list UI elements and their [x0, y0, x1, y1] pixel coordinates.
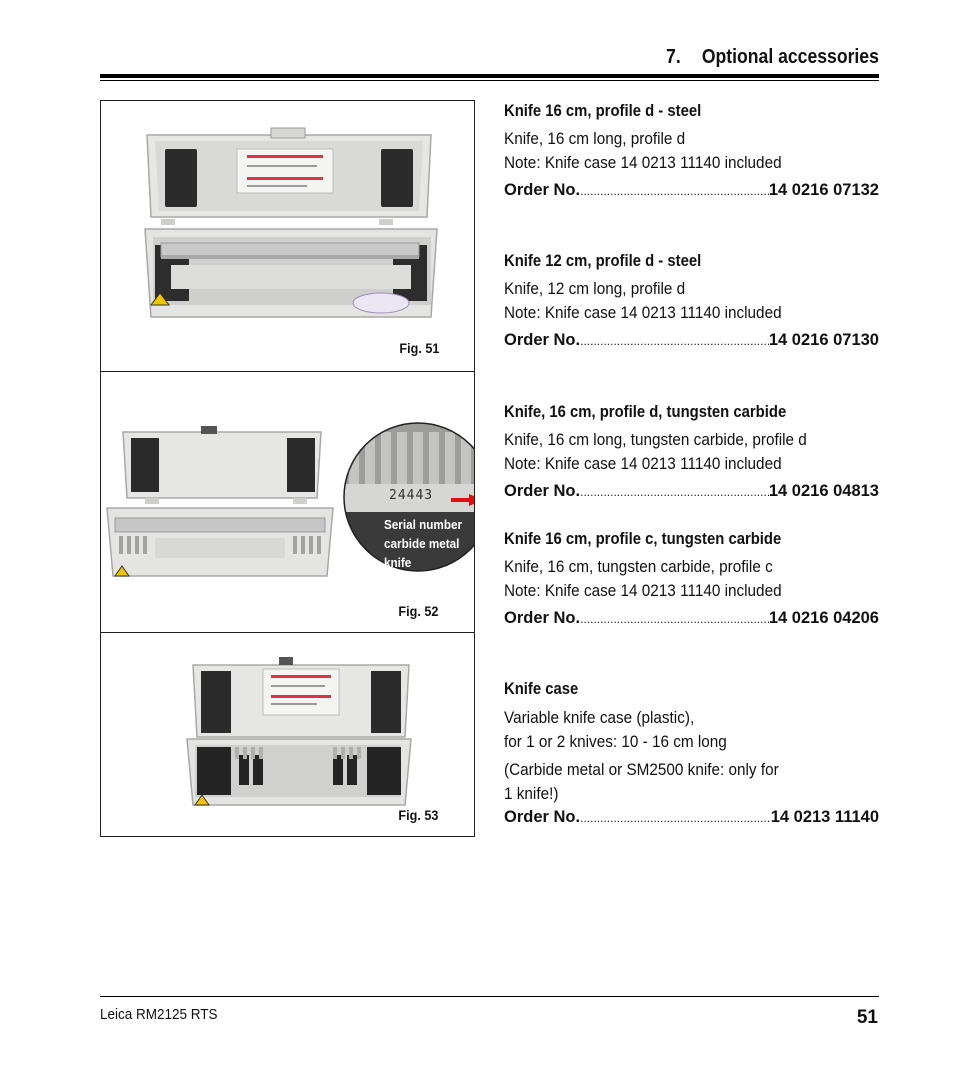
entry-title: Knife 16 cm, profile d - steel [504, 102, 702, 120]
order-label: Order No. [504, 482, 581, 500]
order-number-row [504, 329, 879, 352]
section-title: Optional accessories [701, 46, 879, 68]
leader-dots [580, 807, 771, 829]
figure-52-box [100, 371, 475, 633]
leader-dots [580, 180, 769, 202]
entry-title: Knife, 16 cm, profile d, tungsten carbide [504, 403, 787, 421]
leader-dots [580, 608, 769, 630]
entry-description-line: Knife, 12 cm long, profile d [504, 279, 686, 298]
callout-line: knife [384, 555, 412, 570]
knife-case-empty-image [183, 655, 413, 807]
figure-caption: Fig. 51 [399, 340, 439, 356]
accessory-entry-knife-16cm-profile-d-carbide [504, 402, 880, 503]
leader-dots [580, 481, 769, 503]
serial-number-readout: 24443 [389, 488, 434, 503]
order-number: 14 0216 04206 [768, 609, 879, 627]
knife-case-carbide-image [105, 426, 335, 586]
callout-line: Serial number [384, 517, 463, 532]
accessory-entry-knife-16cm-profile-c-carbide [504, 529, 880, 630]
accessory-entry-knife-case [504, 679, 880, 829]
footer-product-name: Leica RM2125 RTS [100, 1006, 218, 1023]
entry-title: Knife case [504, 680, 579, 698]
knife-case-open-image [141, 125, 441, 325]
order-label: Order No. [504, 609, 581, 627]
order-number-row [504, 806, 879, 829]
entry-description-line: Knife, 16 cm long, tungsten carbide, profile d [504, 430, 807, 449]
entry-description-line: Note: Knife case 14 0213 11140 included [504, 153, 782, 172]
figure-51-box [100, 100, 475, 372]
section-heading [666, 46, 879, 69]
entry-description-line: Note: Knife case 14 0213 11140 included [504, 454, 782, 473]
footer-rule [100, 996, 879, 997]
accessory-entry-knife-16cm-steel [504, 101, 880, 202]
order-number-row [504, 480, 879, 503]
header-rule-thick [100, 74, 879, 78]
callout-line: carbide metal [384, 536, 460, 551]
accessory-entry-knife-12cm-steel [504, 251, 880, 352]
entry-description-line: (Carbide metal or SM2500 knife: only for [504, 760, 779, 779]
entry-description-line: for 1 or 2 knives: 10 - 16 cm long [504, 732, 727, 751]
order-number-row [504, 607, 879, 630]
section-number: 7. [666, 46, 681, 68]
figure-caption: Fig. 53 [398, 807, 438, 823]
order-label: Order No. [504, 331, 581, 349]
entry-description-line: Note: Knife case 14 0213 11140 included [504, 581, 782, 600]
entry-description-line: Knife, 16 cm long, profile d [504, 129, 686, 148]
order-number: 14 0216 07132 [768, 181, 879, 199]
figure-caption: Fig. 52 [398, 603, 438, 619]
page-number: 51 [856, 1007, 878, 1028]
entry-description-line: 1 knife!) [504, 784, 559, 803]
order-label: Order No. [504, 808, 581, 826]
entry-description-line: Knife, 16 cm, tungsten carbide, profile c [504, 557, 773, 576]
serial-number-callout [384, 515, 462, 572]
entry-title: Knife 12 cm, profile d - steel [504, 252, 702, 270]
order-label: Order No. [504, 181, 581, 199]
figure-53-box [100, 632, 475, 837]
entry-description-line: Note: Knife case 14 0213 11140 included [504, 303, 782, 322]
header-rule-thin [100, 80, 879, 81]
entry-title: Knife 16 cm, profile c, tungsten carbide [504, 530, 782, 548]
entry-description-line: Variable knife case (plastic), [504, 708, 695, 727]
order-number: 14 0216 07130 [768, 331, 879, 349]
leader-dots [580, 330, 769, 352]
order-number: 14 0213 11140 [770, 808, 879, 826]
order-number: 14 0216 04813 [768, 482, 879, 500]
order-number-row [504, 179, 879, 202]
